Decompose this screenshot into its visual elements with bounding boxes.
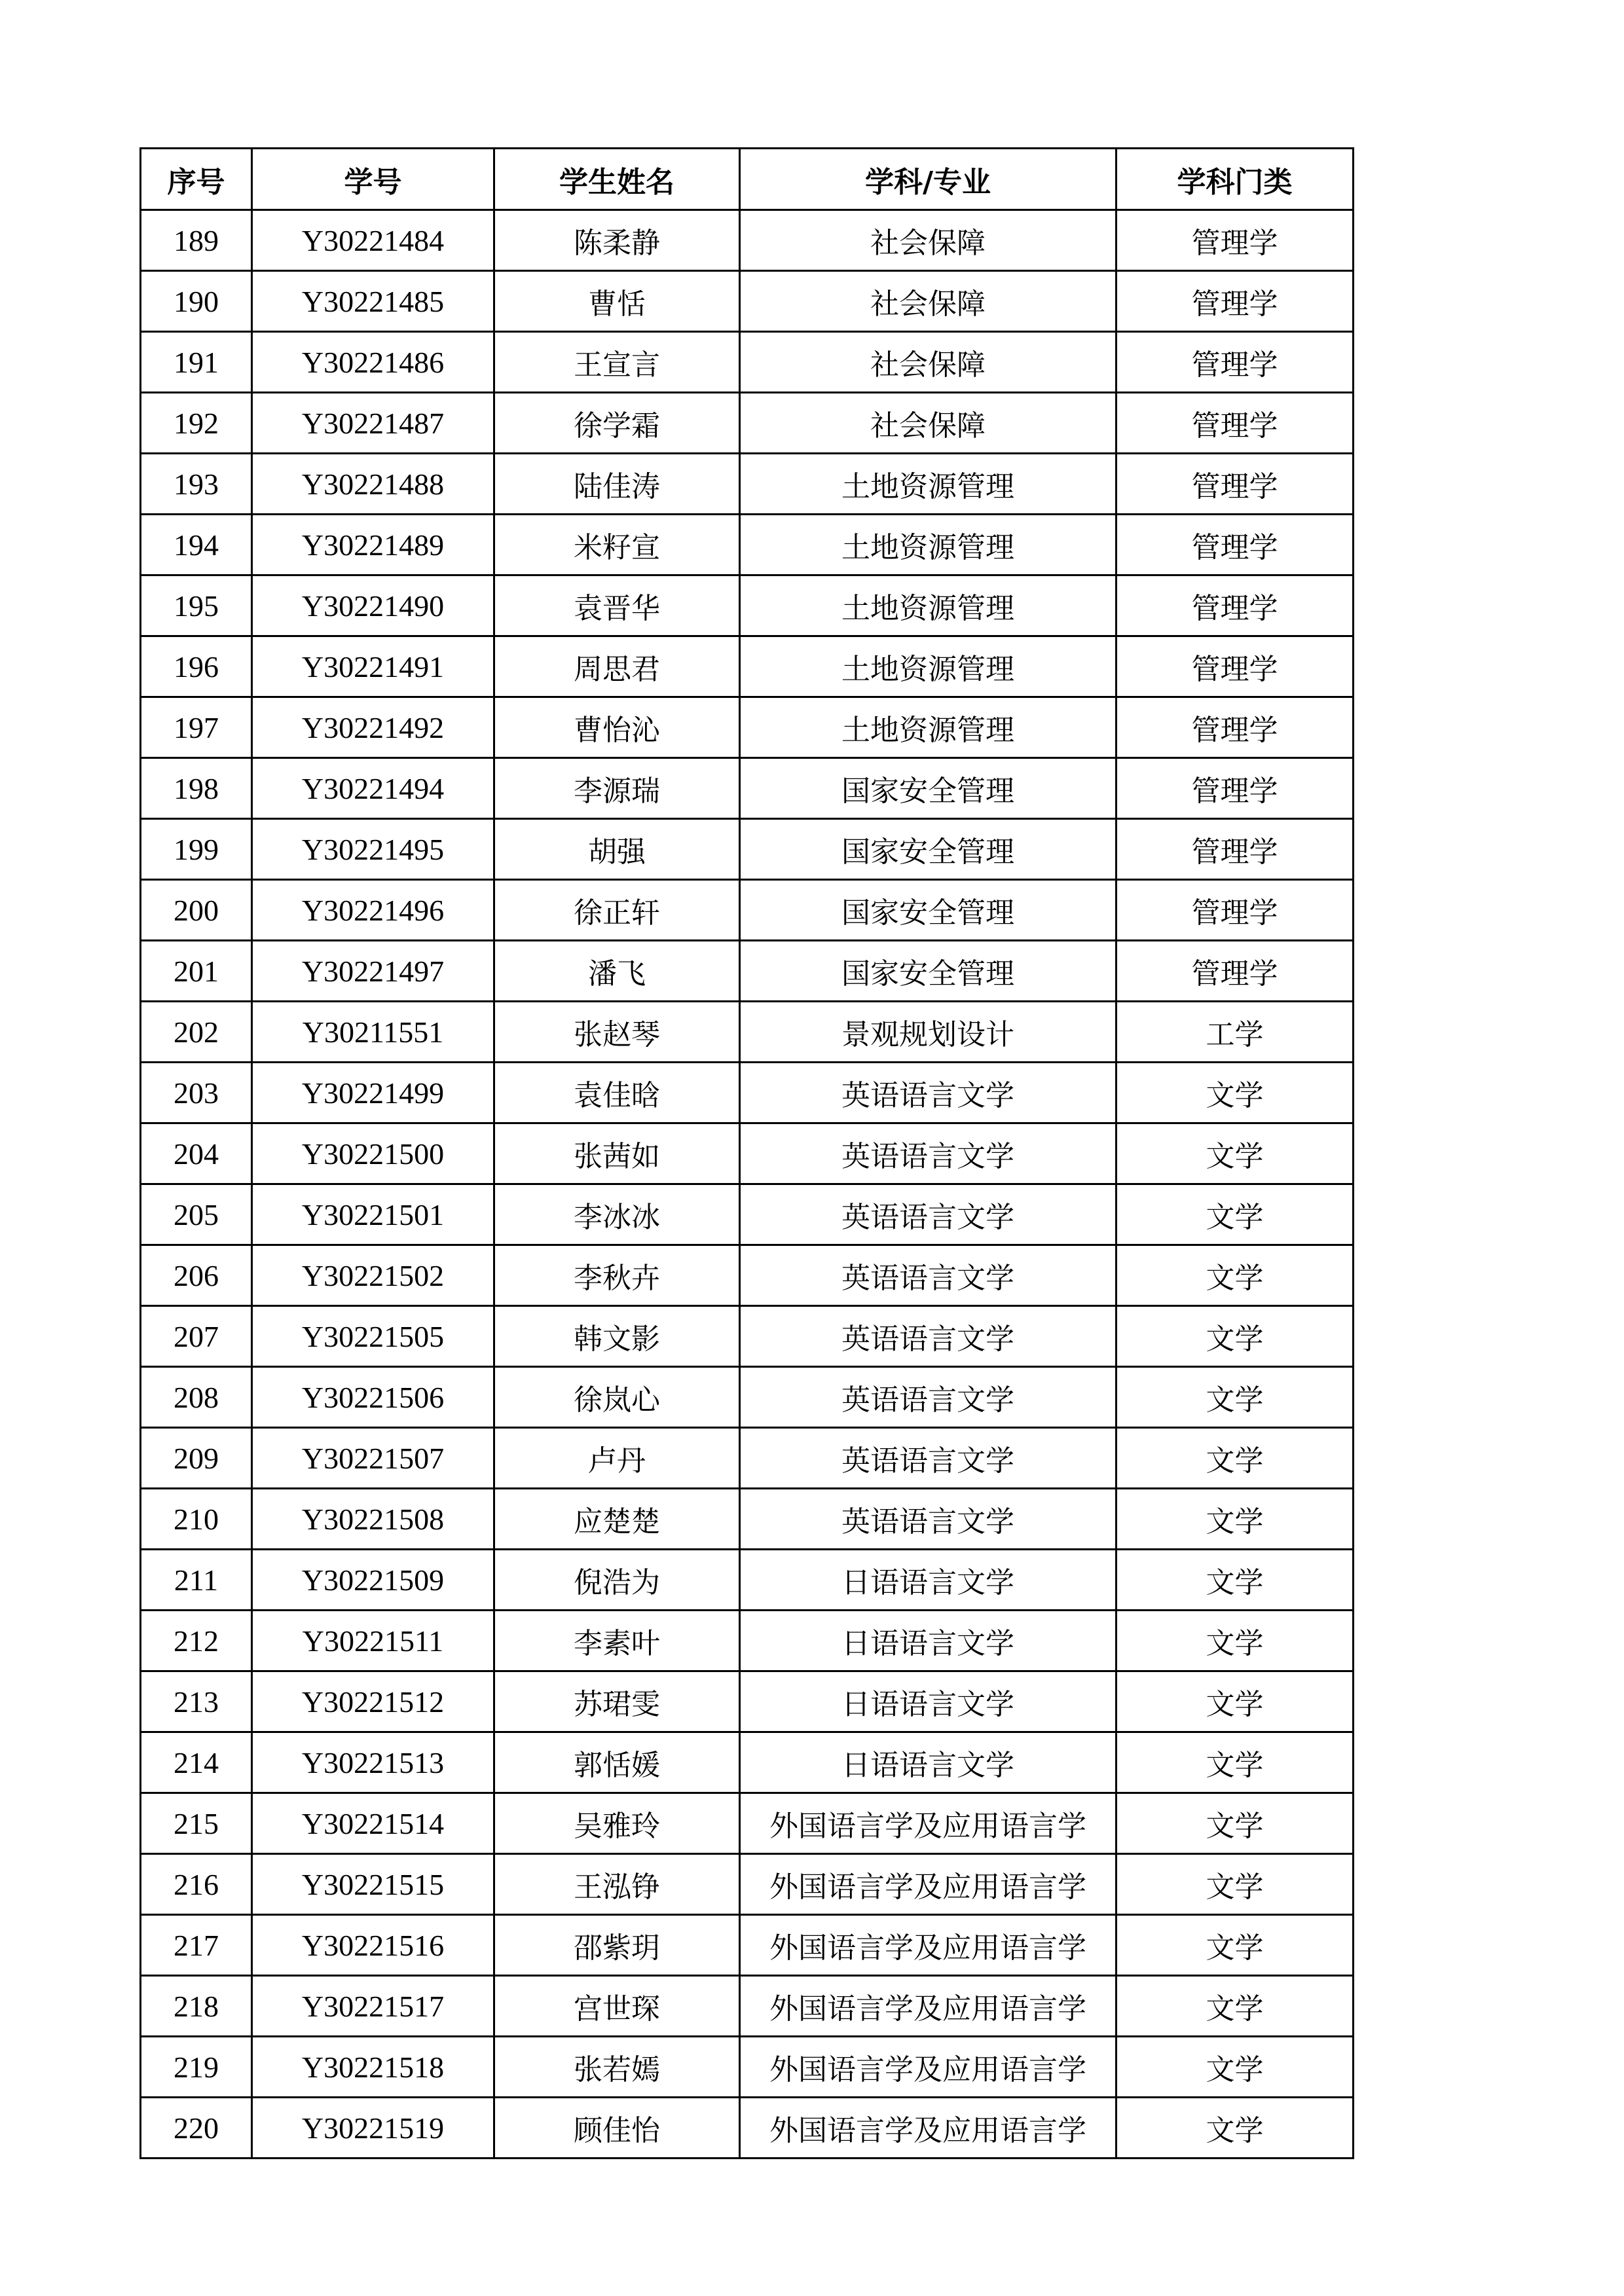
cell-student-name: 苏珺雯: [494, 1671, 740, 1732]
cell-major: 外国语言学及应用语言学: [740, 2037, 1116, 2098]
cell-student-id: Y30221513: [252, 1732, 494, 1793]
cell-category: 文学: [1116, 1793, 1354, 1854]
cell-seq: 200: [141, 880, 252, 941]
cell-student-id: Y30221519: [252, 2098, 494, 2159]
table-row: [141, 1123, 1354, 1184]
cell-student-name: 倪浩为: [494, 1550, 740, 1611]
cell-student-name: 曹怡沁: [494, 697, 740, 758]
cell-seq: 193: [141, 454, 252, 515]
cell-major: 国家安全管理: [740, 758, 1116, 819]
cell-seq: 189: [141, 210, 252, 271]
header-student-id: 学号: [252, 149, 494, 210]
table-row: [141, 1489, 1354, 1550]
cell-seq: 208: [141, 1367, 252, 1428]
cell-major: 外国语言学及应用语言学: [740, 1793, 1116, 1854]
cell-category: 管理学: [1116, 271, 1354, 332]
table-body: [141, 210, 1354, 2159]
cell-major: 英语语言文学: [740, 1184, 1116, 1245]
cell-student-id: Y30221495: [252, 819, 494, 880]
cell-seq: 210: [141, 1489, 252, 1550]
cell-student-id: Y30221512: [252, 1671, 494, 1732]
header-seq: 序号: [141, 149, 252, 210]
table-row: [141, 1245, 1354, 1306]
cell-seq: 213: [141, 1671, 252, 1732]
cell-student-name: 韩文影: [494, 1306, 740, 1367]
header-row: [141, 149, 1354, 210]
cell-student-id: Y30221514: [252, 1793, 494, 1854]
cell-student-name: 袁佳晗: [494, 1063, 740, 1123]
cell-major: 英语语言文学: [740, 1428, 1116, 1489]
cell-category: 文学: [1116, 2098, 1354, 2159]
cell-major: 土地资源管理: [740, 636, 1116, 697]
cell-major: 景观规划设计: [740, 1002, 1116, 1063]
table-row: [141, 1611, 1354, 1671]
cell-category: 管理学: [1116, 332, 1354, 393]
cell-student-name: 陈柔静: [494, 210, 740, 271]
cell-student-id: Y30221491: [252, 636, 494, 697]
cell-student-id: Y30221489: [252, 515, 494, 575]
cell-major: 日语语言文学: [740, 1550, 1116, 1611]
table-row: [141, 575, 1354, 636]
table-row: [141, 515, 1354, 575]
cell-major: 国家安全管理: [740, 880, 1116, 941]
cell-seq: 196: [141, 636, 252, 697]
table-row: [141, 1367, 1354, 1428]
cell-student-name: 张茜如: [494, 1123, 740, 1184]
cell-major: 英语语言文学: [740, 1489, 1116, 1550]
cell-student-name: 李源瑞: [494, 758, 740, 819]
cell-student-name: 李冰冰: [494, 1184, 740, 1245]
cell-category: 文学: [1116, 1123, 1354, 1184]
cell-category: 文学: [1116, 1915, 1354, 1976]
cell-category: 文学: [1116, 1367, 1354, 1428]
table-row: [141, 2037, 1354, 2098]
cell-major: 土地资源管理: [740, 454, 1116, 515]
cell-major: 英语语言文学: [740, 1123, 1116, 1184]
cell-student-name: 曹恬: [494, 271, 740, 332]
cell-student-id: Y30221496: [252, 880, 494, 941]
cell-seq: 205: [141, 1184, 252, 1245]
cell-student-name: 徐学霜: [494, 393, 740, 454]
cell-category: 管理学: [1116, 210, 1354, 271]
cell-student-name: 顾佳怡: [494, 2098, 740, 2159]
cell-category: 文学: [1116, 1184, 1354, 1245]
cell-category: 文学: [1116, 1550, 1354, 1611]
cell-major: 国家安全管理: [740, 819, 1116, 880]
cell-student-name: 胡强: [494, 819, 740, 880]
cell-seq: 192: [141, 393, 252, 454]
cell-major: 土地资源管理: [740, 575, 1116, 636]
cell-seq: 191: [141, 332, 252, 393]
cell-seq: 195: [141, 575, 252, 636]
cell-category: 文学: [1116, 1976, 1354, 2037]
cell-seq: 212: [141, 1611, 252, 1671]
cell-student-name: 张若嫣: [494, 2037, 740, 2098]
cell-student-name: 徐岚心: [494, 1367, 740, 1428]
cell-student-name: 潘飞: [494, 941, 740, 1002]
cell-seq: 197: [141, 697, 252, 758]
table-row: [141, 1184, 1354, 1245]
table-row: [141, 697, 1354, 758]
table-row: [141, 1915, 1354, 1976]
cell-student-id: Y30221494: [252, 758, 494, 819]
cell-major: 社会保障: [740, 393, 1116, 454]
cell-student-id: Y30221486: [252, 332, 494, 393]
cell-category: 文学: [1116, 1611, 1354, 1671]
cell-student-id: Y30221502: [252, 1245, 494, 1306]
cell-seq: 203: [141, 1063, 252, 1123]
cell-category: 管理学: [1116, 880, 1354, 941]
cell-student-name: 吴雅玲: [494, 1793, 740, 1854]
cell-seq: 218: [141, 1976, 252, 2037]
cell-major: 日语语言文学: [740, 1611, 1116, 1671]
cell-student-name: 徐正轩: [494, 880, 740, 941]
cell-student-name: 卢丹: [494, 1428, 740, 1489]
cell-seq: 220: [141, 2098, 252, 2159]
cell-major: 日语语言文学: [740, 1671, 1116, 1732]
cell-student-id: Y30221501: [252, 1184, 494, 1245]
cell-student-id: Y30221515: [252, 1854, 494, 1915]
cell-student-id: Y30221511: [252, 1611, 494, 1671]
cell-major: 社会保障: [740, 210, 1116, 271]
table-row: [141, 819, 1354, 880]
cell-major: 英语语言文学: [740, 1063, 1116, 1123]
header-major: 学科/专业: [740, 149, 1116, 210]
cell-category: 文学: [1116, 1063, 1354, 1123]
cell-category: 管理学: [1116, 636, 1354, 697]
table-header: [141, 149, 1354, 210]
cell-student-id: Y30221508: [252, 1489, 494, 1550]
cell-student-id: Y30221517: [252, 1976, 494, 2037]
cell-seq: 211: [141, 1550, 252, 1611]
table-row: [141, 1002, 1354, 1063]
cell-student-name: 王泓铮: [494, 1854, 740, 1915]
cell-student-name: 应楚楚: [494, 1489, 740, 1550]
cell-student-id: Y30221487: [252, 393, 494, 454]
cell-category: 文学: [1116, 2037, 1354, 2098]
cell-category: 管理学: [1116, 758, 1354, 819]
cell-student-name: 李秋卉: [494, 1245, 740, 1306]
cell-seq: 206: [141, 1245, 252, 1306]
cell-student-id: Y30211551: [252, 1002, 494, 1063]
cell-seq: 207: [141, 1306, 252, 1367]
cell-category: 文学: [1116, 1489, 1354, 1550]
table-row: [141, 1306, 1354, 1367]
cell-category: 管理学: [1116, 393, 1354, 454]
cell-major: 日语语言文学: [740, 1732, 1116, 1793]
cell-student-id: Y30221505: [252, 1306, 494, 1367]
cell-student-name: 米籽宣: [494, 515, 740, 575]
student-roster-table: [139, 147, 1354, 2159]
cell-student-id: Y30221499: [252, 1063, 494, 1123]
cell-seq: 219: [141, 2037, 252, 2098]
cell-major: 社会保障: [740, 271, 1116, 332]
cell-student-name: 周思君: [494, 636, 740, 697]
cell-category: 管理学: [1116, 575, 1354, 636]
cell-seq: 216: [141, 1854, 252, 1915]
cell-seq: 209: [141, 1428, 252, 1489]
table-row: [141, 210, 1354, 271]
cell-category: 管理学: [1116, 515, 1354, 575]
cell-seq: 201: [141, 941, 252, 1002]
cell-seq: 217: [141, 1915, 252, 1976]
table-row: [141, 271, 1354, 332]
header-student-name: 学生姓名: [494, 149, 740, 210]
table-row: [141, 1550, 1354, 1611]
cell-student-id: Y30221507: [252, 1428, 494, 1489]
cell-student-id: Y30221488: [252, 454, 494, 515]
cell-seq: 199: [141, 819, 252, 880]
cell-major: 英语语言文学: [740, 1245, 1116, 1306]
cell-major: 土地资源管理: [740, 515, 1116, 575]
cell-category: 管理学: [1116, 454, 1354, 515]
cell-student-id: Y30221485: [252, 271, 494, 332]
cell-major: 国家安全管理: [740, 941, 1116, 1002]
table-row: [141, 1854, 1354, 1915]
cell-category: 工学: [1116, 1002, 1354, 1063]
cell-category: 文学: [1116, 1306, 1354, 1367]
cell-category: 文学: [1116, 1854, 1354, 1915]
cell-seq: 190: [141, 271, 252, 332]
cell-student-id: Y30221518: [252, 2037, 494, 2098]
cell-student-id: Y30221516: [252, 1915, 494, 1976]
cell-student-id: Y30221506: [252, 1367, 494, 1428]
cell-seq: 198: [141, 758, 252, 819]
table-row: [141, 2098, 1354, 2159]
table-row: [141, 636, 1354, 697]
table-row: [141, 393, 1354, 454]
cell-seq: 204: [141, 1123, 252, 1184]
cell-seq: 202: [141, 1002, 252, 1063]
cell-major: 土地资源管理: [740, 697, 1116, 758]
cell-seq: 194: [141, 515, 252, 575]
table-row: [141, 1732, 1354, 1793]
table-row: [141, 332, 1354, 393]
cell-major: 外国语言学及应用语言学: [740, 2098, 1116, 2159]
cell-student-name: 李素叶: [494, 1611, 740, 1671]
cell-student-id: Y30221484: [252, 210, 494, 271]
cell-student-id: Y30221490: [252, 575, 494, 636]
cell-major: 英语语言文学: [740, 1367, 1116, 1428]
cell-major: 外国语言学及应用语言学: [740, 1976, 1116, 2037]
cell-major: 英语语言文学: [740, 1306, 1116, 1367]
cell-major: 外国语言学及应用语言学: [740, 1915, 1116, 1976]
cell-category: 管理学: [1116, 697, 1354, 758]
cell-seq: 215: [141, 1793, 252, 1854]
table-row: [141, 941, 1354, 1002]
cell-student-name: 陆佳涛: [494, 454, 740, 515]
table-row: [141, 1976, 1354, 2037]
cell-student-name: 宫世琛: [494, 1976, 740, 2037]
cell-student-name: 袁晋华: [494, 575, 740, 636]
cell-student-name: 王宣言: [494, 332, 740, 393]
cell-student-name: 张赵琴: [494, 1002, 740, 1063]
cell-category: 文学: [1116, 1732, 1354, 1793]
table-row: [141, 880, 1354, 941]
table-row: [141, 1063, 1354, 1123]
table-row: [141, 1428, 1354, 1489]
table-row: [141, 454, 1354, 515]
cell-student-name: 邵紫玥: [494, 1915, 740, 1976]
cell-category: 管理学: [1116, 941, 1354, 1002]
table-row: [141, 1671, 1354, 1732]
cell-student-name: 郭恬媛: [494, 1732, 740, 1793]
cell-student-id: Y30221500: [252, 1123, 494, 1184]
cell-major: 社会保障: [740, 332, 1116, 393]
header-category: 学科门类: [1116, 149, 1354, 210]
cell-category: 文学: [1116, 1245, 1354, 1306]
cell-student-id: Y30221509: [252, 1550, 494, 1611]
cell-category: 文学: [1116, 1671, 1354, 1732]
cell-category: 管理学: [1116, 819, 1354, 880]
cell-student-id: Y30221497: [252, 941, 494, 1002]
table-row: [141, 1793, 1354, 1854]
cell-category: 文学: [1116, 1428, 1354, 1489]
cell-major: 外国语言学及应用语言学: [740, 1854, 1116, 1915]
cell-student-id: Y30221492: [252, 697, 494, 758]
cell-seq: 214: [141, 1732, 252, 1793]
table-row: [141, 758, 1354, 819]
